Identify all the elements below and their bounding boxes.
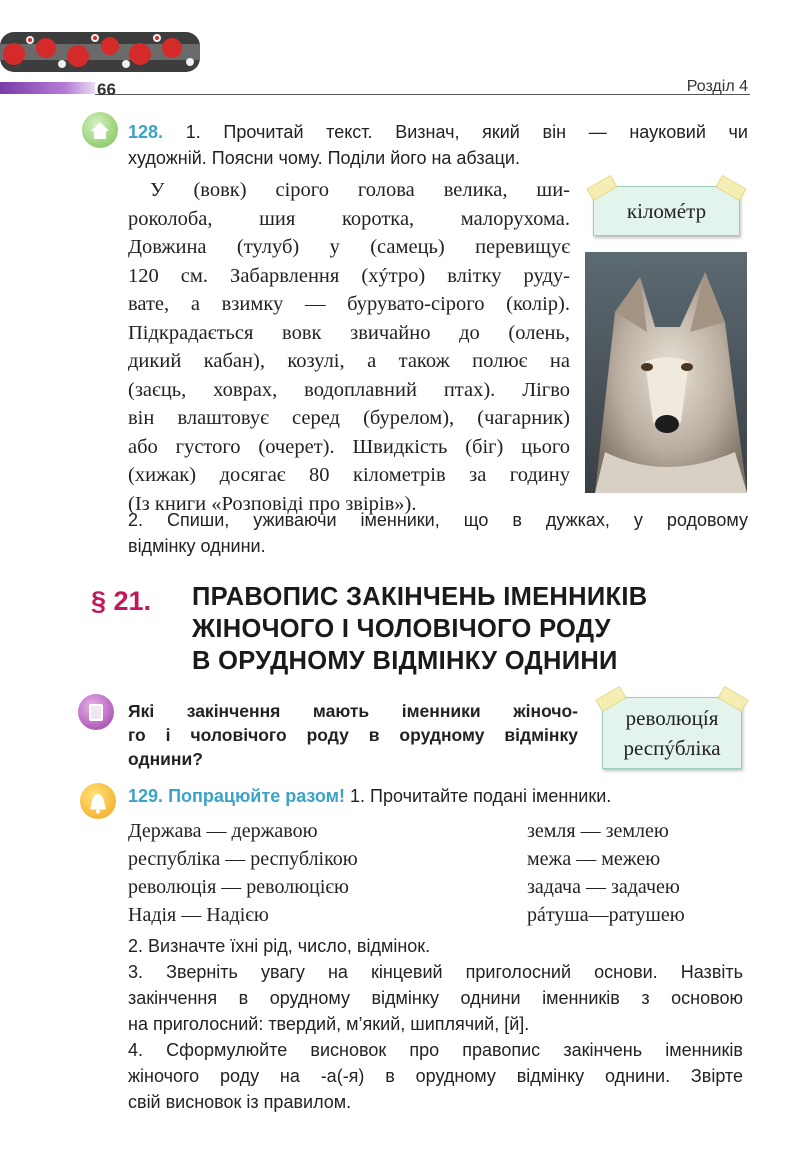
question-line: однини?: [128, 749, 203, 769]
task-line: 128. 1. Прочитай текст. Визнач, який він — науковий чи: [128, 122, 748, 142]
section-label: Розділ 4: [686, 78, 748, 95]
question-icon: [78, 694, 114, 730]
noun-pair: земля — землею: [527, 820, 669, 842]
exercise-129-heading: 129. Попрацюйте разом! 1. Прочитайте подані іменники.: [128, 786, 612, 806]
task-line: на приголосний: твердий, м’який, шиплячий, [й].: [128, 1014, 530, 1034]
task-line: 2. Спиши, уживаючи іменники, що в дужках, у родовому: [128, 510, 748, 530]
text-line: Довжина (тулуб) у (самець) перевищує: [128, 236, 570, 258]
wolf-text: [128, 176, 570, 518]
exercise-128-task2: [128, 507, 748, 559]
exercise-128-task1: [128, 119, 748, 171]
wolf-photo: [585, 252, 747, 493]
vocab-card-revolution-republic: революцíя респýбліка: [602, 697, 742, 769]
text-line: він влаштовує серед (бурелом), (чагарник): [128, 407, 570, 429]
nouns-right-column: [527, 817, 685, 929]
noun-pair: рáтуша—ратушею: [527, 904, 685, 926]
title-line: ПРАВОПИС ЗАКІНЧЕНЬ ІМЕННИКІВ: [192, 583, 648, 611]
task-line: 2. Визначте їхні рід, число, відмінок.: [128, 936, 431, 956]
text-line: 120 см. Забарвлення (хýтро) влітку руду-: [128, 264, 570, 287]
question-line: го і чоловічого роду в орудному відмінку: [128, 725, 578, 745]
task-line: відмінку однини.: [128, 536, 266, 556]
noun-pair: революція — революцією: [128, 876, 349, 898]
task-line: художній. Поясни чому. Поділи його на абзаци.: [128, 148, 520, 168]
nouns-left-column: [128, 817, 358, 929]
text-line: (Із книги «Розповіді про звірів»).: [128, 492, 417, 515]
title-line: ЖІНОЧОГО І ЧОЛОВІЧОГО РОДУ: [192, 615, 611, 643]
noun-pair: межа — межею: [527, 848, 661, 870]
text-line: роколоба, шия коротка, малорухома.: [128, 207, 570, 230]
noun-pair: Держава — державою: [128, 820, 318, 842]
text-line: вате, а взимку — бурувато-сірого (колір).: [128, 293, 570, 315]
vocab-card-kilometer: кіломéтр: [593, 186, 740, 236]
question-line: Які закінчення мають іменники жіночо-: [128, 701, 578, 721]
title-line: В ОРУДНОМУ ВІДМІНКУ ОДНИНИ: [192, 647, 618, 675]
text-line: У (вовк) сірого голова велика, ши-: [150, 179, 570, 201]
bell-icon: [80, 783, 116, 819]
header-rule: [0, 80, 800, 96]
task-line: закінчення в орудному відмінку однини іменників з основою: [128, 988, 743, 1008]
text-line: (хижак) досягає 80 кілометрів за годину: [128, 464, 570, 486]
folk-ornament-decoration: [0, 18, 205, 78]
page-number: 66: [97, 80, 116, 99]
text-line: дикий кабан), козулі, а також полює на: [128, 350, 570, 372]
text-line: Підкрадається вовк звичайно до (олень,: [128, 321, 570, 344]
text-line: або густого (очерет). Швидкість (біг) цього: [128, 435, 570, 458]
section-title: [192, 581, 647, 677]
task-line: 4. Сформулюйте висновок про правопис закінчень іменників: [128, 1040, 743, 1060]
section-number: § 21.: [91, 586, 152, 616]
task-line: жіночого роду на -а(-я) в орудному відмінку однини. Звірте: [128, 1066, 743, 1086]
home-task-icon: [82, 112, 118, 148]
task-line: свій висновок із правилом.: [128, 1092, 352, 1112]
text-line: (заєць, ховрах, водоплавний птах). Лігво: [128, 378, 570, 401]
section-question: [128, 699, 578, 771]
task-line: 3. Зверніть увагу на кінцевий приголосний основи. Назвіть: [128, 962, 743, 982]
exercise-129-tasks: [128, 933, 743, 1115]
noun-pair: задача — задачею: [527, 876, 680, 898]
noun-pair: республіка — республікою: [128, 848, 358, 870]
noun-pair: Надія — Надією: [128, 904, 269, 926]
